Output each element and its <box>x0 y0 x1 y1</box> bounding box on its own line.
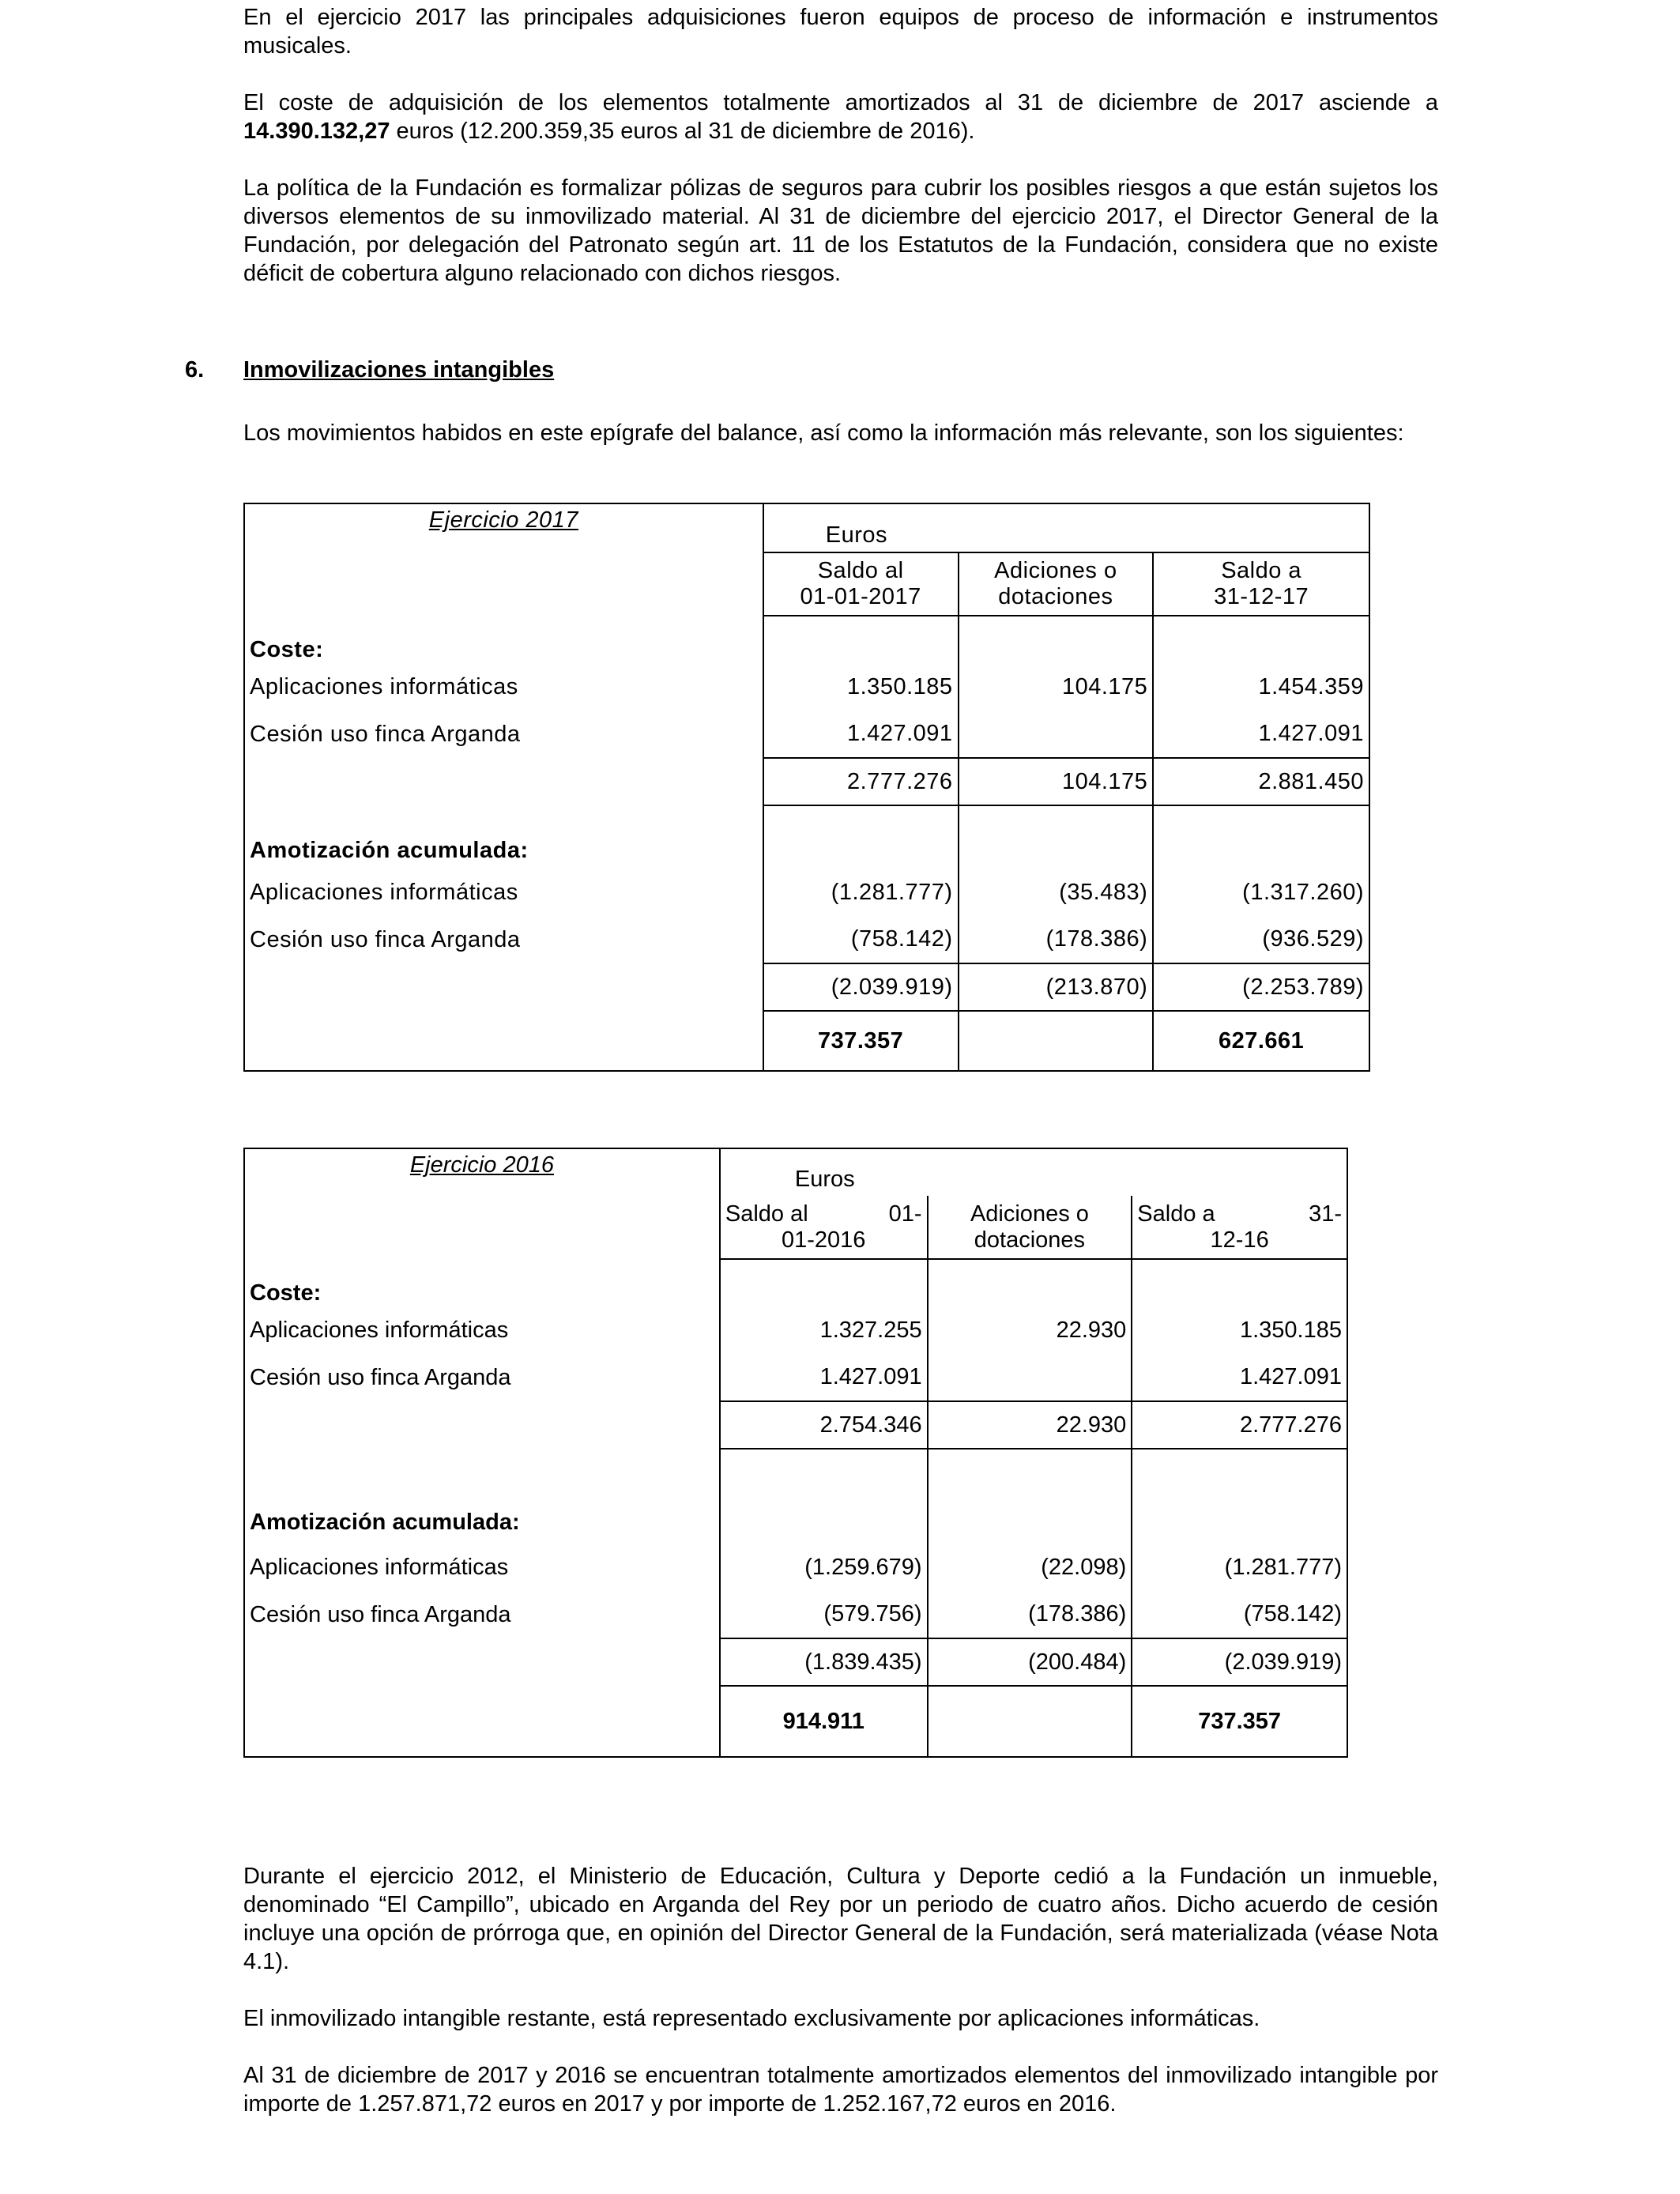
table-cell: (579.756) <box>720 1591 928 1638</box>
table-cell: 1.327.255 <box>720 1306 928 1354</box>
table-cell: (178.386) <box>959 916 1154 963</box>
table-cell: 1.427.091 <box>763 711 959 758</box>
row-label: Aplicaciones informáticas <box>244 663 763 711</box>
table-2017-year-cell <box>244 503 763 616</box>
table-cell: 1.350.185 <box>1132 1306 1347 1354</box>
table-cell <box>720 1259 928 1306</box>
table-cell <box>928 1449 1132 1544</box>
table-2016-col-opening-line1: Saldo al <box>725 1201 808 1227</box>
table-row-subtotal <box>244 963 1369 1011</box>
table-row <box>244 663 1369 711</box>
table-cell <box>928 1354 1132 1401</box>
table-cell <box>244 1686 720 1757</box>
intro-paragraph-2 <box>243 89 1438 145</box>
table-2016-col-opening-line2: 01-2016 <box>782 1227 866 1253</box>
table-2016-col-opening <box>720 1196 928 1259</box>
table-cell: (1.317.260) <box>1153 869 1369 916</box>
table-cell: 2.881.450 <box>1153 758 1369 805</box>
table-cell: (2.039.919) <box>1132 1638 1347 1686</box>
table-2016-col-closing-line2: 12-16 <box>1210 1227 1269 1253</box>
table-cell: 1.454.359 <box>1153 663 1369 711</box>
table-cell: 104.175 <box>959 663 1154 711</box>
net-value-closing: 627.661 <box>1153 1011 1369 1071</box>
table-cell <box>244 1401 720 1449</box>
table-cell <box>244 1011 763 1071</box>
table-cell: (1.281.777) <box>763 869 959 916</box>
table-row <box>244 1354 1347 1401</box>
table-cell: (2.253.789) <box>1153 963 1369 1011</box>
table-cell <box>720 1449 928 1544</box>
table-cell: (758.142) <box>763 916 959 963</box>
table-row <box>244 1306 1347 1354</box>
table-2016-col-closing-line1: Saldo a <box>1137 1201 1215 1227</box>
table-2017-coste-label: Coste: <box>244 616 763 663</box>
table-cell: (22.098) <box>928 1544 1132 1591</box>
table-cell: (35.483) <box>959 869 1154 916</box>
section-title: Inmovilizaciones intangibles <box>243 357 555 383</box>
table-2017-col-opening <box>763 552 959 616</box>
table-row-subtotal <box>244 1401 1347 1449</box>
section-number: 6. <box>185 357 205 383</box>
table-2017-col-closing-line2: 31-12-17 <box>1214 584 1309 609</box>
table-cell <box>1132 1259 1347 1306</box>
amortized-amount: 14.390.132,27 <box>243 119 390 144</box>
table-cell: (178.386) <box>928 1591 1132 1638</box>
intro-paragraph-2-rest: euros (12.200.359,35 euros al 31 de diciembre de 2016). <box>390 119 975 144</box>
table-cell <box>244 963 763 1011</box>
table-2017-col-opening-line1: Saldo al <box>817 558 904 583</box>
table-cell: 2.777.276 <box>1132 1401 1347 1449</box>
table-2017-amort-label: Amotización acumulada: <box>244 805 763 869</box>
table-row-subtotal <box>244 758 1369 805</box>
table-row <box>244 1591 1347 1638</box>
table-cell: 22.930 <box>928 1401 1132 1449</box>
table-cell: 1.350.185 <box>763 663 959 711</box>
table-cell <box>244 758 763 805</box>
table-cell <box>959 805 1154 869</box>
table-2017 <box>243 503 1370 1072</box>
intro-paragraph-1: En el ejercicio 2017 las principales adquisiciones fueron equipos de proceso de información e instrumentos musicales. <box>243 5 1438 58</box>
table-cell <box>1153 616 1369 663</box>
table-2017-year-label: Ejercicio 2017 <box>428 507 578 533</box>
table-2016-euros-header: Euros <box>720 1148 1347 1196</box>
table-cell <box>928 1686 1132 1757</box>
row-label: Cesión uso finca Arganda <box>244 1591 720 1638</box>
row-label: Cesión uso finca Arganda <box>244 916 763 963</box>
table-2017-col-closing-line1: Saldo a <box>1221 558 1302 583</box>
row-label: Cesión uso finca Arganda <box>244 1354 720 1401</box>
table-2016-col-additions <box>928 1196 1132 1259</box>
table-cell <box>1153 805 1369 869</box>
table-cell: 2.777.276 <box>763 758 959 805</box>
table-cell <box>928 1259 1132 1306</box>
table-2017-col-closing <box>1153 552 1369 616</box>
section-heading <box>185 357 554 383</box>
table-cell: 22.930 <box>928 1306 1132 1354</box>
table-cell: 1.427.091 <box>720 1354 928 1401</box>
net-value-opening: 914.911 <box>720 1686 928 1757</box>
net-value-opening: 737.357 <box>763 1011 959 1071</box>
intro-paragraph-3: La política de la Fundación es formalizar pólizas de seguros para cubrir los posibles riesgos a que están sujetos los diversos elementos de su inmovilizado material. Al 31 de diciembre del ejercicio 2017, el Director General de la Fundación, por delegación del Patronato según art. 11 de los Estatutos de la Fundación, considera que no existe déficit de cobertura alguno relacionado con dichos riesgos. <box>243 175 1438 286</box>
table-cell: 1.427.091 <box>1153 711 1369 758</box>
row-label: Aplicaciones informáticas <box>244 1544 720 1591</box>
net-value-closing: 737.357 <box>1132 1686 1347 1757</box>
row-label: Aplicaciones informáticas <box>244 869 763 916</box>
table-cell: (1.839.435) <box>720 1638 928 1686</box>
table-2017-col-additions-line1: Adiciones o <box>994 558 1117 583</box>
outro-paragraph-3: Al 31 de diciembre de 2017 y 2016 se encuentran totalmente amortizados elementos del inmovilizado intangible por importe de 1.257.871,72 euros en 2017 y por importe de 1.252.167,72 euros en 2016. <box>243 2063 1438 2117</box>
table-row-subtotal <box>244 1638 1347 1686</box>
table-row <box>244 711 1369 758</box>
table-cell: (2.039.919) <box>763 963 959 1011</box>
table-row-net <box>244 1011 1369 1071</box>
row-label: Aplicaciones informáticas <box>244 1306 720 1354</box>
table-row <box>244 1544 1347 1591</box>
table-cell <box>959 616 1154 663</box>
table-cell <box>959 1011 1154 1071</box>
table-row-net <box>244 1686 1347 1757</box>
outro-paragraph-1: Durante el ejercicio 2012, el Ministerio de Educación, Cultura y Deporte cedió a la Fundación un inmueble, denominado “El Campillo”, ubicado en Arganda del Rey por un periodo de cuatro años. Dicho acuerdo de cesión incluye una opción de prórroga que, en opinión del Director General de la Fundación, será materializada (véase Nota 4.1). <box>243 1864 1438 1974</box>
table-cell <box>763 805 959 869</box>
table-cell: (758.142) <box>1132 1591 1347 1638</box>
table-2017-col-opening-line2: 01-01-2017 <box>800 584 921 609</box>
table-row <box>244 869 1369 916</box>
table-2016-col-additions-line2: dotaciones <box>974 1227 1086 1253</box>
outro-paragraph-2: El inmovilizado intangible restante, está representado exclusivamente por aplicaciones informáticas. <box>243 2006 1260 2031</box>
table-cell: 104.175 <box>959 758 1154 805</box>
table-2016-year-cell <box>244 1148 720 1259</box>
table-cell: (200.484) <box>928 1638 1132 1686</box>
table-2016-coste-label: Coste: <box>244 1259 720 1306</box>
table-2016 <box>243 1148 1348 1758</box>
table-2016-col-closing-line1b: 31- <box>1309 1201 1342 1227</box>
table-cell <box>1132 1449 1347 1544</box>
table-cell <box>763 616 959 663</box>
table-cell <box>959 711 1154 758</box>
section-lead: Los movimientos habidos en este epígrafe del balance, así como la información más relevante, son los siguientes: <box>243 420 1404 446</box>
table-row <box>244 916 1369 963</box>
row-label: Cesión uso finca Arganda <box>244 711 763 758</box>
table-2016-col-opening-line1b: 01- <box>888 1201 922 1227</box>
table-cell: (213.870) <box>959 963 1154 1011</box>
table-2017-euros-header: Euros <box>763 503 1369 552</box>
table-2016-amort-label: Amotización acumulada: <box>244 1449 720 1544</box>
intro-paragraph-2-text: El coste de adquisición de los elementos totalmente amortizados al 31 de diciembre de 2017 asciende a <box>243 90 1438 115</box>
table-2016-col-closing <box>1132 1196 1347 1259</box>
table-cell: 1.427.091 <box>1132 1354 1347 1401</box>
table-cell: (1.259.679) <box>720 1544 928 1591</box>
table-cell <box>244 1638 720 1686</box>
table-2016-year-label: Ejercicio 2016 <box>409 1152 554 1178</box>
table-2016-col-additions-line1: Adiciones o <box>970 1201 1089 1227</box>
table-cell: (1.281.777) <box>1132 1544 1347 1591</box>
table-cell: (936.529) <box>1153 916 1369 963</box>
table-2017-col-additions <box>959 552 1154 616</box>
table-cell: 2.754.346 <box>720 1401 928 1449</box>
table-2017-col-additions-line2: dotaciones <box>998 584 1113 609</box>
